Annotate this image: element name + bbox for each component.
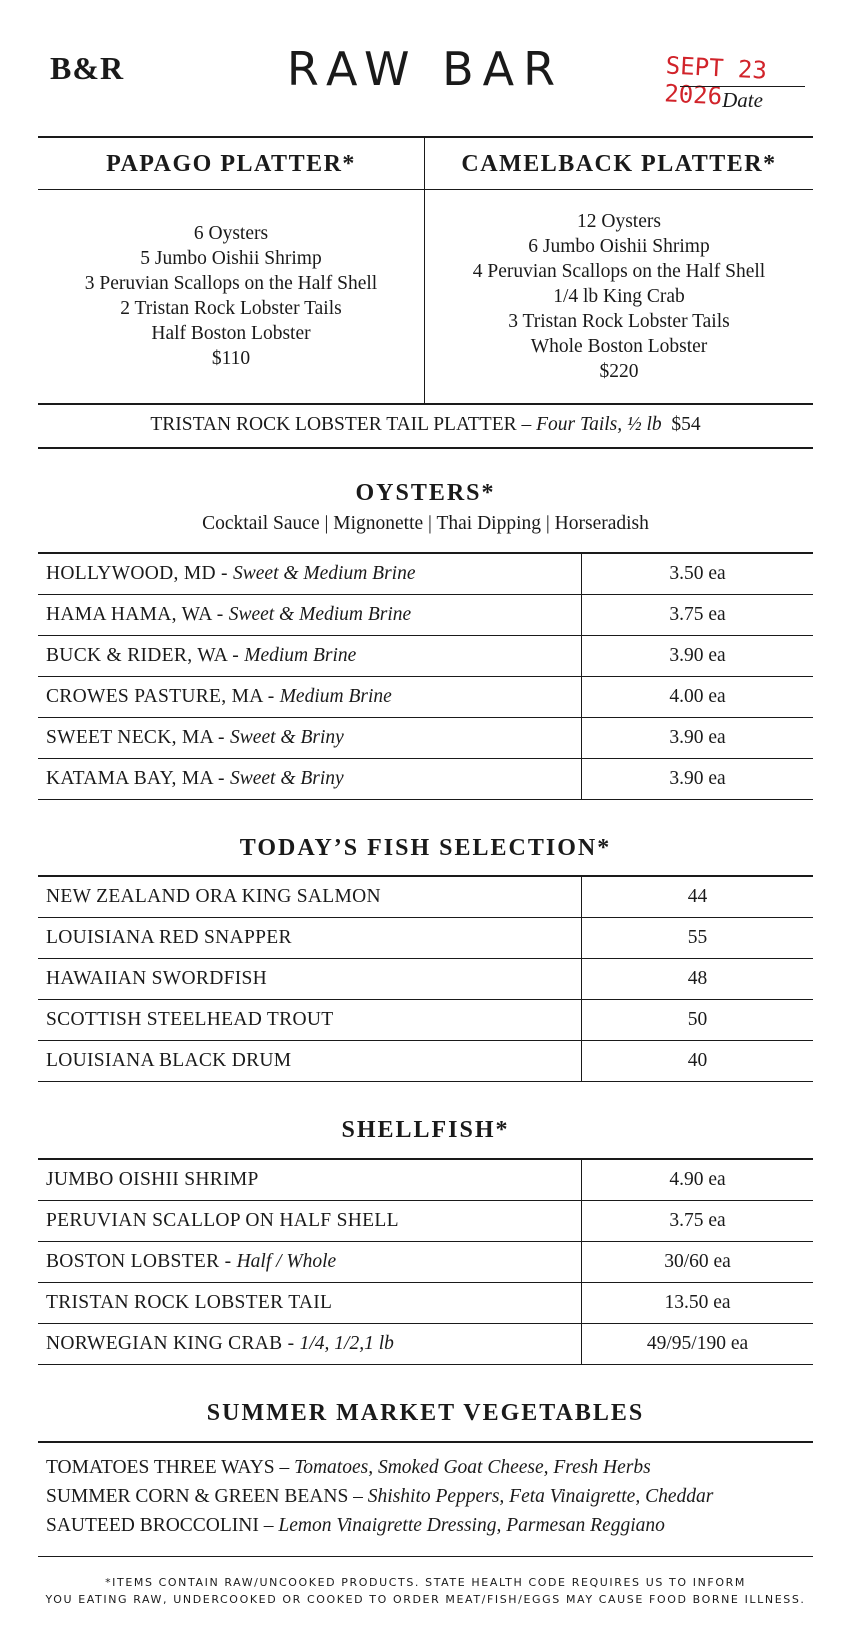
platter-item: 12 Oysters [577, 211, 661, 232]
tail-platter-desc: Four Tails, ½ lb [536, 414, 662, 435]
table-row [38, 1000, 813, 1041]
item-name: TRISTAN ROCK LOBSTER TAIL [46, 1292, 333, 1313]
platter-item: 3 Peruvian Scallops on the Half Shell [84, 273, 378, 294]
item-price: 55 [582, 918, 814, 959]
vegetable-item [46, 1457, 651, 1479]
vegetable-name: TOMATOES THREE WAYS – [46, 1457, 290, 1478]
item-note: Half / Whole [236, 1251, 337, 1272]
item-note: Sweet & Briny [230, 727, 344, 748]
item-price: 3.75 ea [582, 1201, 814, 1242]
vegetable-desc: Lemon Vinaigrette Dressing, Parmesan Reggiano [278, 1515, 665, 1536]
table-row [38, 1242, 813, 1283]
divider [38, 1441, 813, 1443]
fish-table [38, 877, 813, 1082]
item-price: 50 [582, 1000, 814, 1041]
item-name: BUCK & RIDER, WA - [46, 645, 240, 666]
item-name: JUMBO OISHII SHRIMP [46, 1169, 259, 1190]
table-row [38, 677, 813, 718]
item-name: KATAMA BAY, MA - [46, 768, 225, 789]
item-note: Sweet & Briny [229, 768, 344, 789]
item-price: 30/60 ea [582, 1242, 814, 1283]
oysters-title: OYSTERS* [355, 480, 496, 506]
platter-item: Whole Boston Lobster [530, 336, 708, 357]
platter-name: CAMELBACK PLATTER* [461, 151, 777, 177]
platter-price: $110 [211, 348, 251, 369]
item-price: 40 [582, 1041, 814, 1082]
vegetable-item [46, 1486, 713, 1508]
item-price: 3.90 ea [582, 636, 814, 677]
table-row [38, 1324, 813, 1365]
oysters-sauces: Cocktail Sauce | Mignonette | Thai Dipping | Horseradish [202, 513, 649, 534]
tail-platter-name: TRISTAN ROCK LOBSTER TAIL PLATTER – [150, 414, 532, 435]
table-row [38, 1160, 813, 1201]
vegetable-desc: Tomatoes, Smoked Goat Cheese, Fresh Herbs [294, 1457, 651, 1478]
shellfish-table [38, 1160, 813, 1365]
table-row [38, 759, 813, 800]
table-row [38, 1201, 813, 1242]
platter-item: 5 Jumbo Oishii Shrimp [140, 248, 322, 269]
table-row [38, 554, 813, 595]
table-row [38, 918, 813, 959]
table-row [38, 636, 813, 677]
item-name: SCOTTISH STEELHEAD TROUT [38, 1000, 582, 1041]
table-row [38, 1283, 813, 1324]
item-price: 3.90 ea [582, 759, 814, 800]
item-price: 44 [582, 877, 814, 918]
disclaimer-line-2: YOU EATING RAW, UNDERCOOKED OR COOKED TO ORDER MEAT/FISH/EGGS MAY CAUSE FOOD BORNE ILLNESS. [45, 1593, 806, 1606]
item-name: CROWES PASTURE, MA - [46, 686, 275, 707]
item-price: 3.75 ea [582, 595, 814, 636]
disclaimer-line-1: *ITEMS CONTAIN RAW/UNCOOKED PRODUCTS. STATE HEALTH CODE REQUIRES US TO INFORM [105, 1576, 746, 1589]
logo: B&R [50, 50, 125, 86]
vegetable-item [46, 1515, 665, 1537]
item-name: LOUISIANA RED SNAPPER [38, 918, 582, 959]
platter-items [425, 209, 813, 384]
table-row [38, 1041, 813, 1082]
date-value: SEPT 23 2026 [663, 51, 768, 111]
platters-section [38, 137, 813, 403]
table-row [38, 959, 813, 1000]
divider [38, 403, 813, 405]
item-price: 48 [582, 959, 814, 1000]
item-name: HAMA HAMA, WA - [46, 604, 224, 625]
oysters-table [38, 554, 813, 800]
platter-name: PAPAGO PLATTER* [106, 151, 356, 177]
item-name: LOUISIANA BLACK DRUM [38, 1041, 582, 1082]
page-title: RAW BAR [286, 42, 565, 96]
item-price: 3.90 ea [582, 718, 814, 759]
vegetables-title: SUMMER MARKET VEGETABLES [206, 1400, 645, 1426]
item-price: 13.50 ea [582, 1283, 814, 1324]
item-name: HAWAIIAN SWORDFISH [38, 959, 582, 1000]
vegetable-desc: Shishito Peppers, Feta Vinaigrette, Cheddar [367, 1486, 714, 1507]
item-price: 49/95/190 ea [582, 1324, 814, 1365]
divider [38, 189, 813, 190]
item-price: 4.00 ea [582, 677, 814, 718]
item-note: 1/4, 1/2,1 lb [299, 1333, 394, 1354]
item-note: Sweet & Medium Brine [228, 604, 412, 625]
table-row [38, 595, 813, 636]
platter-item: 4 Peruvian Scallops on the Half Shell [472, 261, 766, 282]
item-name: NEW ZEALAND ORA KING SALMON [38, 877, 582, 918]
vegetable-name: SAUTEED BROCCOLINI – [46, 1515, 274, 1536]
vegetable-name: SUMMER CORN & GREEN BEANS – [46, 1486, 363, 1507]
platter-item: 3 Tristan Rock Lobster Tails [508, 311, 730, 332]
platter-camelback [425, 137, 813, 403]
date-underline [680, 86, 805, 87]
item-note: Medium Brine [279, 686, 392, 707]
item-note: Sweet & Medium Brine [233, 563, 416, 584]
item-name: SWEET NECK, MA - [46, 727, 225, 748]
fish-title: TODAY’S FISH SELECTION* [239, 835, 612, 861]
platter-item: 6 Jumbo Oishii Shrimp [528, 236, 710, 257]
item-price: 3.50 ea [582, 554, 814, 595]
platter-item: Half Boston Lobster [151, 323, 311, 344]
date-label: Date [722, 88, 763, 112]
item-name: PERUVIAN SCALLOP ON HALF SHELL [46, 1210, 399, 1231]
item-name: HOLLYWOOD, MD - [46, 563, 228, 584]
divider [38, 447, 813, 449]
item-name: NORWEGIAN KING CRAB - [46, 1333, 295, 1354]
platter-item: 6 Oysters [193, 223, 269, 244]
tail-platter-price: $54 [671, 414, 701, 435]
platter-item: 2 Tristan Rock Lobster Tails [120, 298, 342, 319]
platter-price: $220 [599, 361, 639, 382]
table-row [38, 718, 813, 759]
platter-papago [38, 137, 424, 403]
item-note: Medium Brine [244, 645, 357, 666]
item-name: BOSTON LOBSTER - [46, 1251, 232, 1272]
platter-item: 1/4 lb King Crab [553, 286, 685, 307]
item-price: 4.90 ea [582, 1160, 814, 1201]
tail-platter-line [0, 414, 851, 436]
divider [38, 1556, 813, 1557]
shellfish-title: SHELLFISH* [341, 1117, 510, 1143]
platter-items [38, 221, 424, 371]
table-row [38, 877, 813, 918]
